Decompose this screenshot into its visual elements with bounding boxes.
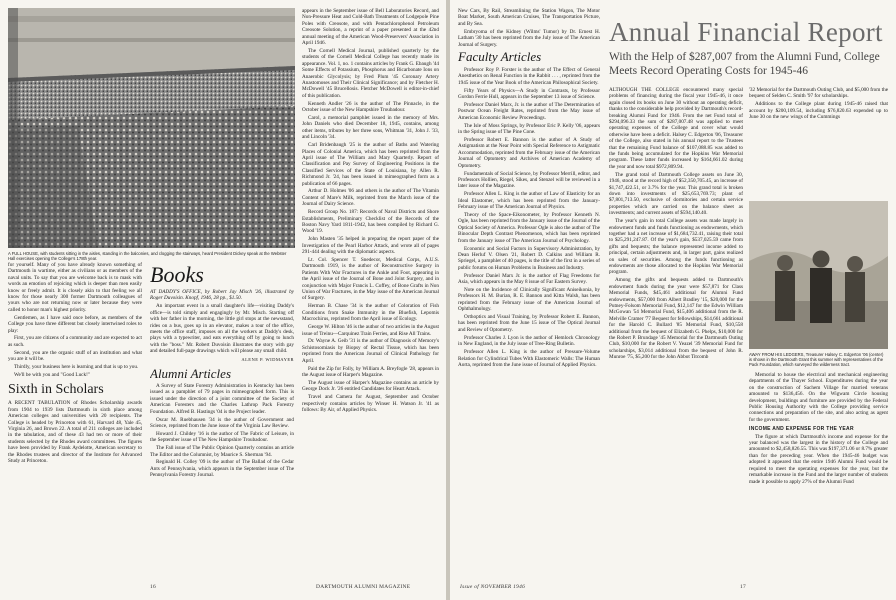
col3-paragraph: John Masten '35 helped in preparing the report paper of the Investigation of the Pearl Harbor Attack, and wrote all of pages 291-444 dealing with the diplomatic aspects. xyxy=(302,236,439,256)
report-paragraph: '32 Memorial for the Dartmouth Outing Club, and $5,000 from the bequest of Selden C. Smith '97 for scholarships. xyxy=(749,87,888,100)
report-paragraph: Among the gifts and bequests added to Dartmouth's endowment funds during the year were $57,871 for Class Memorial Funds, $45,461 additional for Alumni Fund endowments, $57,000 from Albert Bradley '15, $20,000 for the Putney-Folsom Memorial Fund, $12,147 for the Edwin William McGowan '54 Memorial Fund, $15,406 additional from the R. Melville Cramer '77 Bequest for fellowships, $14,661 additional for the Harold C. Bullard '85 Memorial Fund, $10,558 additional from the bequest of Elizabeth G. Phelps, $10,000 for the Robert P. Brundage '45 Memorial for the Dartmouth Outing Club, $10,000 for the Robert V. Yeazel '39 Memorial Fund for scholarships, $3,014 additional from the bequest of John R. Munroe '75, $5,200 for the John Abbot Titcomb xyxy=(609,277,743,361)
income-paragraph: The figure at which Dartmouth's income and expense for the year balanced was the largest in the history of the College and amounted to $2,458,826.55. This was $197,371.06 or 8.7% greater than for the preceding year. When the 1945-46 budget was adopted it appeared that the entire 1946 Alumni Fund would be required to meet the operating expenses for the year, but the remarkable increase in the Fund and the larger number of students made it possible to apply 27% of the Alumni Fund xyxy=(749,433,888,485)
sixth-paragraph: A RECENT TABULATION of Rhodes Scholarship awards from 1904 to 1939 lists Dartmouth in sixth place among American colleges and universities with 20 recipients. The College is headed by Princeton with 61, Harvard 48, Yale 45, Virginia 26, and Brown 22. A total of 211 colleges are included in the tabulation, and of these 43 had ten or more of their students selected by the Rhodes award committees. The figures have been provided by Frank Aydelotte, American secretary to the Rhodes trustees and director of the Institute for Advanced Study at Princeton. xyxy=(8,400,142,465)
faculty-paragraph: Orthoptics and Visual Training, by Professor Robert E. Bannon, has been reprinted from the June 15 issue of The Optical Journal and Review of Optometry. xyxy=(458,314,600,333)
faculty-paragraph: Theory of the Space-Eikonometer, by Professor Kenneth N. Ogle, has been reprinted from the January issue of the Journal of the Optical Society of America. Professor Ogle is also the author of The Binocular Depth Contrast Phenomenon, which has been reprinted from the January issue of The American Journal of Psychology. xyxy=(458,211,600,244)
alumni-articles-heading: Alumni Articles xyxy=(150,365,232,381)
intro-paragraph: Second, you are the organic stuff of an institution and what you are it will be. xyxy=(8,349,142,363)
report-paragraph: The year's gain in total College assets was made largely in endowment funds and funds functioning as endowments, which together had a net increase of $1,684,732.41, raising their total to $25,291,247.87. Of the year's gain, $537,025.59 came from gifts and bequests; the balance represented income added to principal, certain adjustments and, in larger part, gains realized on sales of securities. Among the funds functioning as endowments are those allocated to the Hopkins War Memorial program. xyxy=(609,218,743,276)
faculty-paragraph: Professor Allen L. King is the author of Law of Elasticity for an Ideal Elastomer, which has been reprinted from the January-February issue of The American Journal of Physics. xyxy=(458,191,600,211)
col-paragraph: Embryoma of the Kidney (Wilms' Tumor) by Dr. Ernest H. Latham '30 has been reprinted from the July issue of The American Journal of Surgery. xyxy=(458,28,600,48)
faculty-paragraph: Professor Roy P. Forster is the author of The Effect of General Anesthetics on Renal Function in the Rabbit . . . , reprinted from the 1945 issue of the Year Book of the American Philosophical Society. xyxy=(458,66,600,86)
sixth-in-scholars-heading: Sixth in Scholars xyxy=(8,382,104,398)
left-column-2 xyxy=(150,262,294,580)
alumni-paragraph: Oscar M. Ruebhausen '34 is the author of Government and Science, reprinted from the June issue of the Virginia Law Review. xyxy=(150,416,294,429)
right-column-3-bottom xyxy=(749,372,888,580)
alumni-paragraph: The Fall issue of The Public Opinion Quarterly contains an article The Editor and the Columnist, by Maurice S. Sherman '94. xyxy=(150,445,294,458)
faculty-paragraph: Professor Allen L. King is the author of Pressure-Volume Relation for Cylindrical Tubes With Elastomeric Walls: The Human Aorta, reprinted from the June issue of Journal of Applied Physics. xyxy=(458,349,600,368)
treasurer-photo-caption: AWAY FROM HIS LEDGERS, Treasurer Halsey C. Edgerton '06 (center) is shown in the Dartmouth Grant this summer with representatives of the Pack Foundation, which surveyed the wilderness tract. xyxy=(749,352,884,368)
alumni-paragraph: Reginald H. Colley '09 is the author of The Ballad of the Cedar Ants of Pennsylvania, which appears in the September issue of The Pennsylvania Forestry Journal. xyxy=(150,459,294,479)
col3-paragraph: Carl Bridenbaugh '25 is the author of Baths and Watering Places of Colonial America, which has been reprinted from the April issue of The William and Mary Quarterly. Report of Classification and Pay Survey of Engineering Positions in the Classified Services of the State of Louisiana, by Allen R. Richmond Jr. '24, has been issued in mimeographed form as a publication of 66 pages. xyxy=(302,142,439,187)
books-heading: Books xyxy=(150,262,204,287)
col3-paragraph: Paid the Zip for Folly, by William A. Breyfogle '28, appears in the August issue of Harper's Magazine. xyxy=(302,365,439,378)
report-title: Annual Financial Report xyxy=(609,17,883,47)
col3-paragraph: The Cornell Medical Journal, published quarterly by the students of the Cornell Medical College has recently made its appearance. Vol. 1, no. 1 contains articles by Frank G. Ebaugh '44 Some Effects of Potassium, Phosphorus and Bicarbonate Ions on Anaerobic Glycolysis; by Fred Plum '45 Coronary Artery Anastomoses and Their Clinical Significance; and by Fletcher H. McDowell '45 Brucellosis. Fletcher McDowell is editor-in-chief of this publication. xyxy=(302,47,439,99)
faculty-paragraph: Fifty Years of Physics—A Study in Contrasts, by Professor Gordon Ferrie Hull, appears in the September 13 issue of Science. xyxy=(458,87,600,101)
faculty-articles-heading: Faculty Articles xyxy=(458,48,542,64)
treasurer-photo xyxy=(749,201,888,349)
intro-paragraph: Thirdly, your business here is learning and that is up to you. xyxy=(14,364,139,371)
intro-paragraph: We'll be with you and "Good Luck!" xyxy=(14,372,90,378)
right-column-2 xyxy=(609,87,743,580)
faculty-paragraph: Professor Charles J. Lyon is the author of Hemlock Chronology in New England, in the July issue of Tree-Ring Bulletin. xyxy=(458,334,600,348)
report-paragraph: Memorial to house the electrical and mechanical engineering departments of the Thayer School. Expenditures during the year on the construction of Sachem Village for married veterans amounted to $136,456. On the Wigwam Circle housing development, buildings and furniture are provided by the Federal Public Housing Authority with the College providing service connections and preparation of the site, and also acting as agent for the government. xyxy=(749,372,888,423)
right-column-1 xyxy=(458,8,600,580)
book-review-paragraph: AT DADDY'S OFFICE, by Robert Jay Misch '26, illustrated by Roger Duvoisin. Knopf, 1946, 28 pp., $1.50. xyxy=(150,289,294,302)
left-column-1 xyxy=(8,262,142,580)
col-paragraph: New Cars, By Rail, Streamlining the Station Wagon, The Motor Boat Market, South American Cruises, The Transportation Picture, and By Sea. xyxy=(458,8,600,27)
faculty-paragraph: Fundamentals of Social Science, by Professor Merrill, editor, and Professors Hollien, Riegel, Sikes, and Stenzel will be reviewed in a later issue of the Magazine. xyxy=(458,170,600,190)
col3-paragraph: Arthur D. Holmes '06 and others is the author of The Vitamin Content of Mare's Milk, reprinted from the March issue of the Journal of Dairy Science. xyxy=(302,188,439,208)
col3-paragraph: Dr. Wayne A. Geib '31 is the author of Diagnosis of Memory's Schistosomiasis by Biopsy of Rectal Tissue, which has been reprinted from the American Journal of Clinical Pathology for April. xyxy=(302,338,439,364)
intro-paragraph: for yourself. Many of you have already known something of Dartmouth in wartime, either as civilians or as members of the naval units. To say that you are welcome back is to mask with words an emotion of rejoicing which is deeper than men easily know or freely admit. It is closely akin to that feeling we all know for those nearly 300 former Dartmouth colleagues of yours who are not returning now or later because they were called to honor man's highest priority. xyxy=(8,262,142,313)
left-column-3 xyxy=(302,8,439,580)
col3-paragraph: appears in the September issue of Bell Laboratories Record, and Non-Pressure Heat and Cold-Bath Treatments of Lodgepole Pine Poles with Creosote, and with Pentachlorophenol Petroleum Creosote Solution, a reprint of a paper presented at the 42nd annual meeting of the American Wood-Preservers' Association in April 1946. xyxy=(302,8,439,47)
col3-paragraph: Record Group No. 187: Records of Naval Districts and Shore Establishments, Preliminary Checklist of the Records of the Boston Navy Yard 1811-1942, has been compiled by Richard G. Wood '19. xyxy=(302,209,439,235)
intro-paragraph: First, you are citizens of a community and are expected to act as such. xyxy=(8,335,142,348)
left-page xyxy=(0,0,446,600)
right-column-3-top xyxy=(749,87,888,197)
col3-paragraph: Lt. Col. Spencer T. Snedecor, Medical Corps, A.U.S. Dartmouth 1919, is the author of Reconstructive Surgery in Patients With War Fractures in the Ankle and Foot, appearing in the April issue of the Journal of Bone and Joint Surgery, and in conjunction with Major Francis L. Coffey, of Bone Grafts in Non Union of War Fractures, in the May issue of the American Journal of Surgery. xyxy=(302,257,439,302)
col3-paragraph: Carol, a memorial pamphlet issued in the memory of Mrs. John Daniels who died December 18, 1945, contains, among other items, tributes by her three sons, Whitman '31, John J. '33, and Lincoln '34. xyxy=(302,115,439,141)
right-page xyxy=(450,0,896,600)
report-paragraph: Additions to the College plant during 1945-46 raised that account by $200,109.54, including $76,820.63 expended up to June 30 on the new wings of the Cummings xyxy=(749,101,888,121)
alumni-paragraph: Howard J. Childey '16 is the author of The Fabric of Leisure, in the September issue of The New Hampshire Troubadour. xyxy=(150,430,294,444)
right-page-number: 17 xyxy=(740,584,746,590)
right-footer: Issue of NOVEMBER 1946 xyxy=(460,584,526,590)
webster-hall-photo xyxy=(8,8,295,248)
review-signature: ALENE P. WIDMAYER xyxy=(241,356,294,362)
col3-paragraph: Kenneth Andler '26 is the author of The Pinnacle, in the October issue of the New Hampshire Troubadour. xyxy=(302,100,439,114)
alumni-paragraph: A Survey of State Forestry Administration in Kentucky has been issued as a pamphlet of 79 pages in mimeographed form. This is issued under the direction of a joint committee of the Society of American Foresters and the Charles Lathrop Pack Forestry Foundation. Alfred B. Hastings '04 is the Project leader. xyxy=(150,382,294,415)
faculty-paragraph: Professor Daniel Marx Jr. is the author of Flag Freedoms for Asia, which appears in the May 8 issue of Far Eastern Survey. xyxy=(458,272,600,286)
report-paragraph: The grand total of Dartmouth College assets on June 30, 1946, stood at the record high of $52,350,705.45, an increase of $1,747,422.51, or 3.7% for the year. This grand total is broken down into investments of $25,653,769.73; plant of $7,801,713.50, exclusive of dormitories and certain service properties which are carried on the balance sheet as investments; and current assets of $594,140.40. xyxy=(609,171,743,217)
faculty-paragraph: Professor Robert E. Bannon is the author of A Study of Astigmatism at the Near Point with Special Reference to Astigmatic Accommodation, reprinted from the February issue of the American Journal of Optometry and Archives of American Academy of Optometry. xyxy=(458,137,600,169)
faculty-paragraph: Note on the Incidence of Clinically Significant Aniseikonia, by Professors H. M. Burian, R. E. Bannon and Kitta Walsh, has been reprinted from the February issue of the American Journal of Ophthalmology. xyxy=(458,286,600,313)
col3-paragraph: Herman B. Chase '34 is the author of Coloration of Fish Conditions from Snake Immunity in the Bluefish, Lepomis Macrochirus, reprinted from the April issue of Ecology. xyxy=(302,303,439,323)
left-footer: DARTMOUTH ALUMNI MAGAZINE xyxy=(316,584,411,590)
faculty-paragraph: Economic and Social Factors in Supervisory Administration, by Dean Herluf V. Olsen '21, Robert D. Calkins and William R. Spriegel, a pamphlet of 40 pages, is the title of the first in a series of public forums on Human Problems in Business and Industry. xyxy=(458,245,600,271)
col3-paragraph: The August issue of Harper's Magazine contains an article by George Dock Jr. '26 entitled Candidates for Heart Attack. xyxy=(302,379,439,393)
photo-caption: A FULL HOUSE, with students sitting in the aisles, standing in the balconies, and clogging the stairways, heard President Dickey speak at the Webster Hall exercises opening the College's 178th year. xyxy=(8,251,287,262)
report-subtitle: With the Help of $287,007 from the Alumni Fund, College Meets Record Operating Costs for 1945-46 xyxy=(609,51,880,77)
faculty-paragraph: Professor Daniel Marx, Jr. is the author of The Determination of Postwar Ocean Freight Rates, reprinted from the May issue of American Economic Review Proceedings. xyxy=(458,101,600,121)
income-expense-heading: INCOME AND EXPENSE FOR THE YEAR xyxy=(749,426,854,433)
crowd-photo-illustration xyxy=(8,8,295,248)
faculty-paragraph: The Isle of Moss Springs, by Professor Eric P. Kelly '06, appears in the Spring issue of The Pine Cone. xyxy=(458,122,600,136)
col3-paragraph: Travel and Camera for August, September and October respectively contains articles by Winser H. Watson Jr. '41 as follows: By Air, of Applied Physics. xyxy=(302,394,439,413)
book-review-paragraph: An important event in a small daughter's life—visiting Daddy's office—is told simply and engagingly by Mr. Misch. Starting off with her father in the morning, the little girl stops at the newsstand, rides on a bus, goes up in an elevator, makes a tour of the office, meets the office staff, imposes on all the workers at Daddy's desk, plays with a typewriter, and eats everything off by going to lunch with the "boss." Mr. Robert Duvoisin illustrates the story with gay and detailed full-page drawings which will please any small child. xyxy=(150,303,294,355)
col3-paragraph: George W. Hilton '46 is the author of two articles in the August issue of Treinu—Carquinez Train Ferries, and Rise All Trains. xyxy=(302,324,439,337)
report-headline-block xyxy=(609,18,891,78)
treasurer-photo-illustration xyxy=(749,201,888,349)
report-paragraph: ALTHOUGH THE COLLEGE encountered many special problems of financing during the fiscal year 1945-46, it once again closed its books on June 30 without an operating deficit, thanks to the considerable help provided by Dartmouth's record-breaking Alumni Fund for 1946. From the net Fund total of $294,096.33 the sum of $287,007.48 was applied to meet operating expenses of the College and cover what would otherwise have been a deficit. Halsey C. Edgerton '06, Treasurer of the College, also stated in his annual report to the Trustees that the remaining Fund balance of $107,088.85 was added to the funds being accumulated for the Hopkins War Memorial program. These latter funds increased by $164,661.02 during the year and now total $972,809.94. xyxy=(609,87,743,170)
intro-paragraph: Gentlemen, as I have said once before, as members of the College you have three different but closely intertwined roles to play: xyxy=(8,314,142,334)
left-page-number: 16 xyxy=(150,584,156,590)
